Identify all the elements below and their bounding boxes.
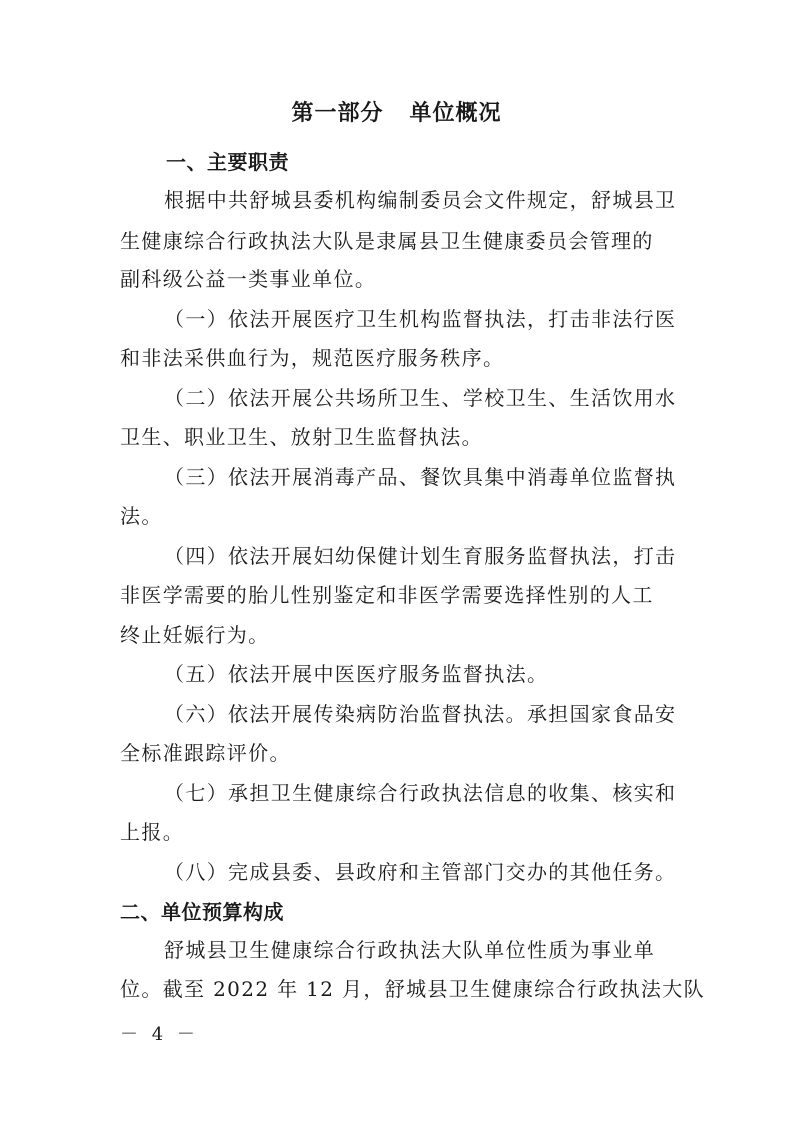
duty-item-6-line: （六）依法开展传染病防治监督执法。承担国家食品安 (164, 702, 677, 726)
duty-item-3-line: （三）依法开展消毒产品、餐饮具集中消毒单位监督执 (164, 465, 677, 489)
paragraph-line: 副科级公益一类事业单位。 (120, 267, 377, 291)
section-heading-budget-composition: 二、单位预算构成 (120, 900, 284, 924)
duty-item-3-line: 法。 (120, 504, 163, 528)
duty-item-5-line: （五）依法开展中医医疗服务监督执法。 (164, 662, 549, 686)
paragraph-line: 位。截至 2022 年 12 月，舒城县卫生健康综合行政执法大队 (120, 977, 705, 1001)
duty-item-1-line: 和非法采供血行为，规范医疗服务秩序。 (120, 346, 505, 370)
duty-item-7-line: 上报。 (120, 820, 185, 844)
duty-item-6-line: 全标准跟踪评价。 (120, 741, 291, 765)
title-name: 单位概况 (409, 101, 502, 126)
paragraph-line: 根据中共舒城县委机构编制委员会文件规定，舒城县卫 (164, 188, 677, 212)
duty-item-4-line: （四）依法开展妇幼保健计划生育服务监督执法，打击 (164, 544, 677, 568)
paragraph-line: 生健康综合行政执法大队是隶属县卫生健康委员会管理的 (120, 229, 654, 253)
duty-item-4-line: 终止妊娠行为。 (120, 623, 270, 647)
page-number: － 4 － (120, 1024, 199, 1045)
title-part: 第一部分 (291, 101, 384, 126)
paragraph-line: 舒城县卫生健康综合行政执法大队单位性质为事业单 (164, 938, 656, 962)
duty-item-8-line: （八）完成县委、县政府和主管部门交办的其他任务。 (164, 860, 677, 884)
duty-item-2-line: （二）依法开展公共场所卫生、学校卫生、生活饮用水 (164, 386, 677, 410)
duty-item-2-line: 卫生、职业卫生、放射卫生监督执法。 (120, 425, 483, 449)
duty-item-1-line: （一）依法开展医疗卫生机构监督执法，打击非法行医 (164, 307, 677, 331)
duty-item-4-line: 非医学需要的胎儿性别鉴定和非医学需要选择性别的人工 (120, 583, 654, 607)
section-heading-main-duties: 一、主要职责 (166, 150, 289, 174)
duty-item-7-line: （七）承担卫生健康综合行政执法信息的收集、核实和 (164, 781, 677, 805)
page-title (0, 96, 793, 127)
